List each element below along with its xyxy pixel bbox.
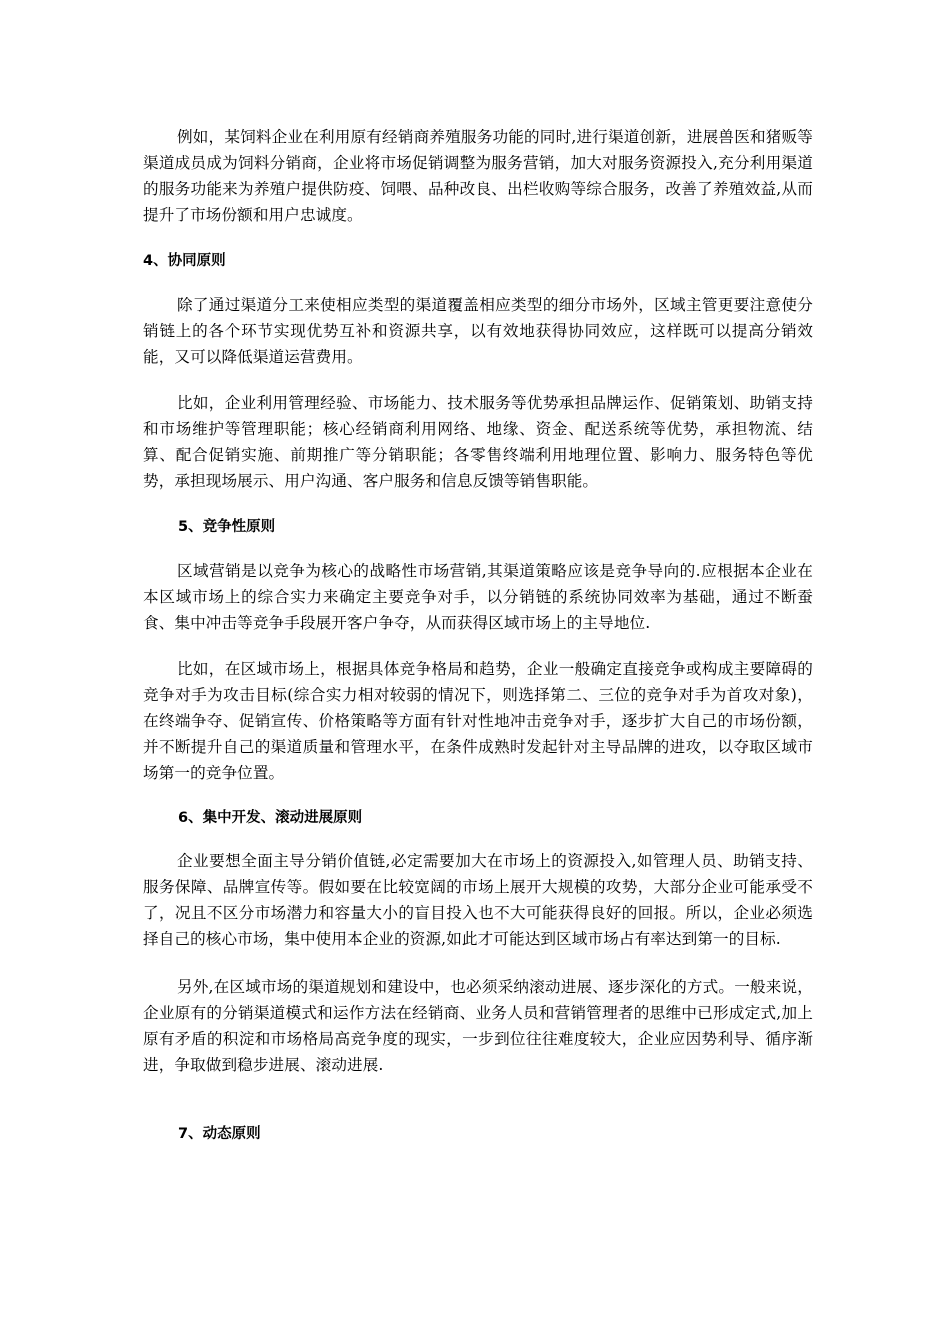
paragraph-feed-example: 例如，某饲料企业在利用原有经销商养殖服务功能的同时,进行渠道创新，进展兽医和猪贩等渠道成员成为饲料分销商，企业将市场促销调整为服务营销，加大对服务资源投入,充分利用渠道的服务功能来为养殖户提供防疫、饲喂、品种改良、出栏收购等综合服务，改善了养殖效益,从而提升了市场份额和用户忠诚度。 — [143, 128, 813, 224]
paragraph-competition-example: 比如，在区域市场上，根据具体竞争格局和趋势，企业一般确定直接竞争或构成主要障碍的竞争对手为攻击目标(综合实力相对较弱的情况下，则选择第二、三位的竞争对手为首攻对象)，在终端争夺、促销宣传、价格策略等方面有针对性地冲击竞争对手，逐步扩大自己的市场份额，并不断提升自己的渠道质量和管理水平，在条件成熟时发起针对主导品牌的进攻，以夺取区域市场第一的竞争位置。 — [143, 660, 813, 782]
heading-competition-principle: 5、竞争性原则 — [178, 519, 276, 535]
paragraph-rolling-development: 另外,在区域市场的渠道规划和建设中，也必须采纳滚动进展、逐步深化的方式。一般来说，企业原有的分销渠道模式和运作方法在经销商、业务人员和营销管理者的思维中已形成定式,加上原有矛盾的积淀和市场格局高竞争度的现实，一步到位往往难度较大，企业应因势利导、循序渐进，争取做到稳步进展、滚动进展. — [143, 978, 813, 1074]
paragraph-competition-intro: 区域营销是以竞争为核心的战略性市场营销,其渠道策略应该是竞争导向的.应根据本企业在本区域市场上的综合实力来确定主要竞争对手，以分销链的系统协同效率为基础，通过不断蚕食、集中冲击等竞争手段展开客户争夺，从而获得区域市场上的主导地位. — [143, 562, 813, 632]
paragraph-focused-development: 企业要想全面主导分销价值链,必定需要加大在市场上的资源投入,如管理人员、助销支持、服务保障、品牌宣传等。假如要在比较宽阔的市场上展开大规模的攻势，大部分企业可能承受不了，况且不区分市场潜力和容量大小的盲目投入也不大可能获得良好的回报。所以，企业必须选择自己的核心市场，集中使用本企业的资源,如此才可能达到区域市场占有率达到第一的目标. — [143, 852, 813, 948]
heading-dynamic-principle: 7、动态原则 — [178, 1126, 261, 1142]
paragraph-synergy-intro: 除了通过渠道分工来使相应类型的渠道覆盖相应类型的细分市场外，区域主管更要注意使分销链上的各个环节实现优势互补和资源共享，以有效地获得协同效应，这样既可以提高分销效能，又可以降低渠道运营费用。 — [143, 296, 813, 366]
heading-focused-development-principle: 6、集中开发、滚动进展原则 — [178, 810, 363, 826]
heading-synergy-principle: 4、协同原则 — [143, 253, 226, 269]
paragraph-synergy-example: 比如，企业利用管理经验、市场能力、技术服务等优势承担品牌运作、促销策划、助销支持和市场维护等管理职能；核心经销商利用网络、地缘、资金、配送系统等优势，承担物流、结算、配合促销实施、前期推广等分销职能；各零售终端利用地理位置、影响力、服务特色等优势，承担现场展示、用户沟通、客户服务和信息反馈等销售职能。 — [143, 394, 813, 490]
